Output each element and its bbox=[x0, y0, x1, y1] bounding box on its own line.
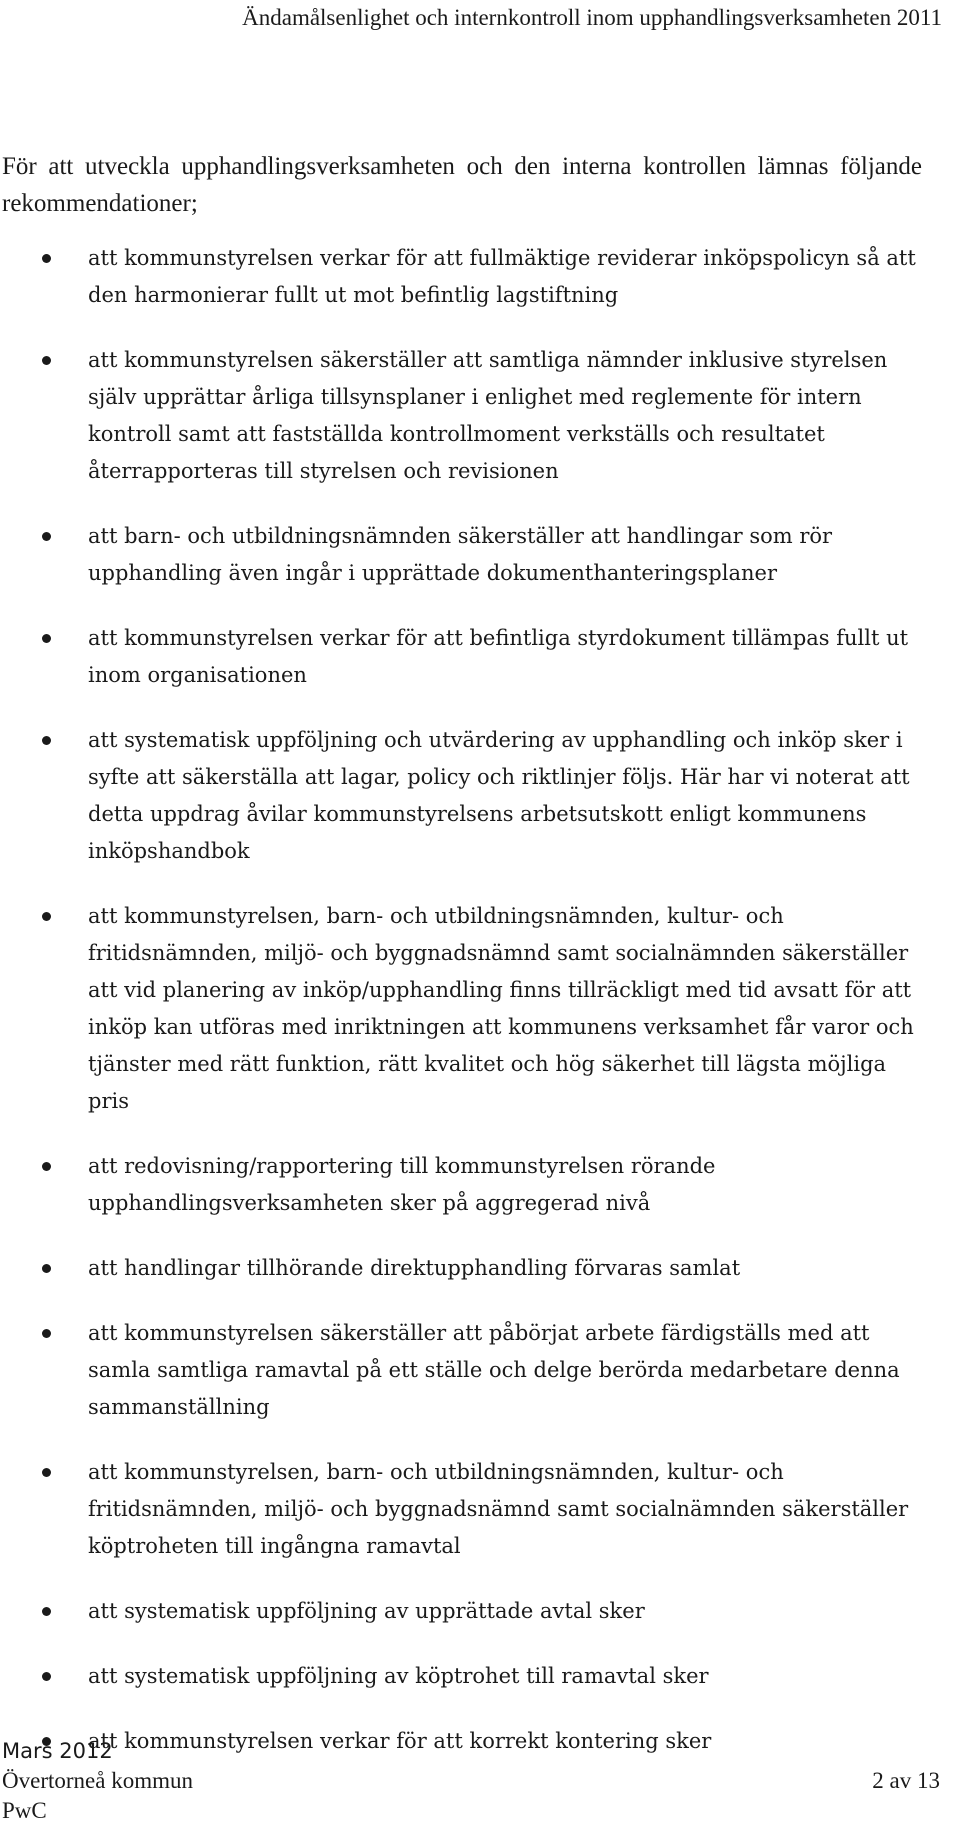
footer-row bbox=[2, 1766, 940, 1796]
bullet-icon bbox=[42, 1329, 51, 1338]
list-item-text: att systematisk uppföljning och utvärdering av upphandling och inköp sker i syfte att säkerställa att lagar, policy och riktlinjer följs. Här har vi noterat att detta uppdrag åvilar kommunstyrelsens arbetsutskott enligt kommunens inköpshandbok bbox=[88, 728, 910, 863]
list-item bbox=[0, 1593, 928, 1630]
list-item bbox=[0, 518, 928, 592]
list-item bbox=[0, 1315, 928, 1426]
footer-organization: Övertorneå kommun bbox=[2, 1768, 193, 1793]
bullet-icon bbox=[42, 356, 51, 365]
document-title: Ändamålsenlighet och internkontroll inom upphandlingsverksamheten 2011 bbox=[242, 5, 942, 30]
list-item bbox=[0, 1454, 928, 1565]
running-header bbox=[242, 4, 942, 32]
list-item-text: att kommunstyrelsen verkar för att befintliga styrdokument tillämpas fullt ut inom organisationen bbox=[88, 626, 909, 687]
list-item bbox=[0, 898, 928, 1120]
page-footer bbox=[2, 1736, 940, 1826]
list-item bbox=[0, 342, 928, 490]
list-item bbox=[0, 620, 928, 694]
list-item-text: att kommunstyrelsen säkerställer att samtliga nämnder inklusive styrelsen själv upprättar årliga tillsynsplaner i enlighet med reglemente för intern kontroll samt att fastställda kontrollmoment verkställs och resultatet återrapporteras till styrelsen och revisionen bbox=[88, 348, 888, 483]
list-item bbox=[0, 1658, 928, 1695]
intro-paragraph: För att utveckla upphandlingsverksamheten och den interna kontrollen lämnas följande rekommendationer; bbox=[2, 153, 922, 217]
list-item-text: att kommunstyrelsen verkar för att korrekt kontering sker bbox=[88, 1729, 712, 1753]
list-item-text: att kommunstyrelsen, barn- och utbildningsnämnden, kultur- och fritidsnämnden, miljö- och byggnadsnämnd samt socialnämnden säkerställer att vid planering av inköp/upphandling finns tillräckligt med tid avsatt för att inköp kan utföras med inriktningen att kommunens verksamhet får varor och tjänster med rätt funktion, rätt kvalitet och hög säkerhet till lägsta möjliga pris bbox=[88, 904, 914, 1113]
bullet-icon bbox=[42, 736, 51, 745]
list-item bbox=[0, 240, 928, 314]
list-item-text: att systematisk uppföljning av köptrohet till ramavtal sker bbox=[88, 1664, 709, 1688]
footer-company: PwC bbox=[2, 1798, 47, 1823]
list-item-text: att redovisning/rapportering till kommunstyrelsen rörande upphandlingsverksamheten sker på aggregerad nivå bbox=[88, 1154, 716, 1215]
list-item-text: att systematisk uppföljning av upprättade avtal sker bbox=[88, 1599, 645, 1623]
bullet-icon bbox=[42, 634, 51, 643]
list-item-text: att kommunstyrelsen, barn- och utbildningsnämnden, kultur- och fritidsnämnden, miljö- och byggnadsnämnd samt socialnämnden säkerställer köptroheten till ingångna ramavtal bbox=[88, 1460, 909, 1558]
bullet-icon bbox=[42, 254, 51, 263]
list-item-text: att handlingar tillhörande direktupphandling förvaras samlat bbox=[88, 1256, 741, 1280]
list-item-text: att kommunstyrelsen säkerställer att påbörjat arbete färdigställs med att samla samtliga ramavtal på ett ställe och delge berörda medarbetare denna sammanställning bbox=[88, 1321, 900, 1419]
list-item-text: att barn- och utbildningsnämnden säkerställer att handlingar som rör upphandling även ingår i upprättade dokumenthanteringsplaner bbox=[88, 524, 833, 585]
recommendations-list bbox=[0, 240, 960, 1788]
bullet-icon bbox=[42, 1672, 51, 1681]
list-item bbox=[0, 1148, 928, 1222]
bullet-icon bbox=[42, 912, 51, 921]
bullet-icon bbox=[42, 1607, 51, 1616]
bullet-icon bbox=[42, 1468, 51, 1477]
list-item bbox=[0, 722, 928, 870]
list-item bbox=[0, 1250, 928, 1287]
bullet-icon bbox=[42, 1264, 51, 1273]
list-item-text: att kommunstyrelsen verkar för att fullmäktige reviderar inköpspolicyn så att den harmonierar fullt ut mot befintlig lagstiftning bbox=[88, 246, 916, 307]
bullet-icon bbox=[42, 1162, 51, 1171]
bullet-icon bbox=[42, 532, 51, 541]
footer-date: Mars 2012 bbox=[2, 1739, 113, 1763]
footer-page-number: 2 av 13 bbox=[872, 1768, 940, 1793]
